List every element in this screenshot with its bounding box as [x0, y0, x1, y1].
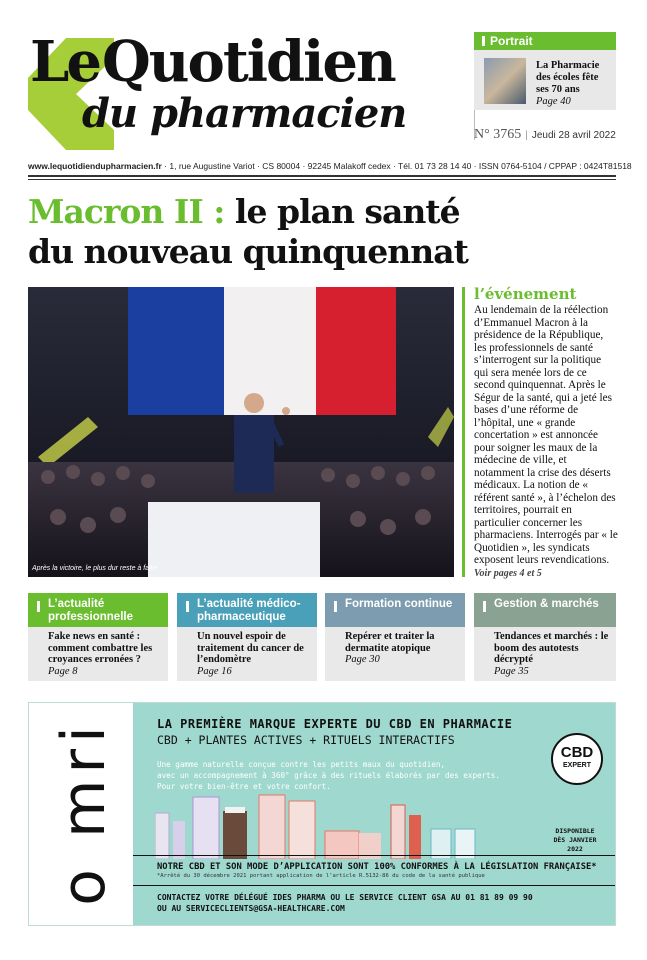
- advertisement[interactable]: [28, 702, 616, 926]
- headline-part-1: le plan santé: [224, 192, 460, 231]
- ad-desc-line-1: Une gamme naturelle conçue contre les petits maux du quotidien,: [157, 760, 446, 769]
- ad-brand-panel: [29, 703, 133, 925]
- header-rule-thin: [28, 179, 616, 180]
- event-accent-bar: [462, 287, 465, 577]
- rubric-title: Formation continue: [345, 598, 453, 610]
- ad-divider-2: [133, 885, 615, 886]
- rubric-page-ref: Page 35: [494, 665, 529, 677]
- marker-bar-icon: [482, 36, 485, 46]
- headline-highlight: Macron II :: [28, 192, 225, 231]
- rubric-header: [177, 593, 317, 627]
- ad-legal-notice: NOTRE CBD ET SON MODE D’APPLICATION SONT 100% CONFORMES À LA LÉGISLATION FRANÇAISE*: [157, 862, 597, 872]
- ad-dispo-2: DÈS JANVIER: [553, 836, 597, 844]
- event-page-ref[interactable]: Voir pages 4 et 5: [474, 568, 542, 579]
- rubric-text: Un nouvel espoir de traitement du cancer de l’endomètre: [197, 631, 304, 665]
- rubric-body: [177, 627, 317, 677]
- rubric-body: [325, 627, 465, 666]
- rubric-text: Fake news en santé : comment combattre les croyances erronées ?: [48, 631, 153, 665]
- marker-bar-icon: [37, 601, 40, 612]
- ad-contact: [157, 892, 533, 914]
- rubric-title: L’actualité médico-pharmaceutique: [197, 598, 301, 623]
- ad-description: [157, 759, 537, 792]
- portrait-title: La Pharmacie des écoles fête ses 70 ans: [536, 60, 600, 95]
- address-details: · 1, rue Augustine Variot · CS 80004 · 92245 Malakoff cedex · Tél. 01 73 28 14 40 · ISSN 0764-5104 / CPPAP : 0424T81518: [161, 161, 632, 171]
- rubric-header: [28, 593, 168, 627]
- event-body: Au lendemain de la réélection d’Emmanuel Macron à la présidence de la République, les professionnels de santé s’interrogent sur la politique qui sera menée lors de ce second quinquennat. Après le Ségur de la santé, qui a jeté les bases d’une réforme de l’hôpital, une « grande concertation » est annoncée pour soigner les maux de la médecine de ville, et notamment la crise des déserts médicaux. La notion de « référent santé », à l’échelon des territoires, pourrait en particulier concerner les pharmaciens. Interrogés par « le Quotidien », les syndicats exposent leurs revendications.: [474, 304, 618, 566]
- rubric-text: Tendances et marchés : le boom des autotests décrypté: [494, 631, 609, 665]
- marker-bar-icon: [334, 601, 337, 612]
- newspaper-logo[interactable]: [28, 29, 458, 160]
- ad-subline: CBD + PLANTES ACTIVES + RITUELS INTERACTIFS: [157, 733, 455, 747]
- main-headline[interactable]: [28, 192, 618, 272]
- rubric-body: [28, 627, 168, 677]
- website-link[interactable]: www.lequotidiendupharmacien.fr: [28, 161, 162, 171]
- rubric-page-ref: Page 8: [48, 665, 78, 677]
- rubric-header: [474, 593, 616, 627]
- rubric-header: [325, 593, 465, 627]
- rubric-title: Gestion & marchés: [494, 598, 599, 610]
- portrait-teaser[interactable]: [474, 32, 616, 110]
- portrait-page-ref: Page 40: [536, 96, 571, 107]
- badge-expert: EXPERT: [562, 762, 591, 769]
- ad-availability: [547, 827, 603, 854]
- rubric-text: Repérer et traiter la dermatite atopique: [345, 631, 435, 654]
- ad-contact-email[interactable]: OU AU SERVICECLIENTS@GSA-HEALTHCARE.COM: [157, 904, 345, 913]
- headline-part-2: du nouveau quinquennat: [28, 232, 468, 271]
- rubric-management-markets[interactable]: [474, 593, 616, 681]
- ad-brand-logo: o mri: [49, 720, 119, 906]
- marker-bar-icon: [186, 601, 189, 612]
- address-line: [28, 161, 632, 171]
- ad-divider: [133, 855, 615, 856]
- ad-desc-line-3: Pour votre bien-être et votre confort.: [157, 782, 331, 791]
- portrait-header: [474, 32, 616, 50]
- issue-date: Jeudi 28 avril 2022: [531, 130, 616, 141]
- ad-product-lineup: [155, 793, 495, 859]
- ad-contact-line-1: CONTACTEZ VOTRE DÉLÉGUÉ IDES PHARMA OU LE SERVICE CLIENT GSA AU 01 81 89 09 90: [157, 893, 533, 902]
- rubric-title: L’actualité professionnelle: [48, 598, 133, 623]
- rubric-page-ref: Page 30: [345, 654, 380, 665]
- ad-desc-line-2: avec un accompagnement à 360° grâce à des rituels élaborés par des experts.: [157, 771, 500, 780]
- event-title: l’événement: [474, 285, 577, 303]
- issue-separator: |: [525, 130, 528, 141]
- rubric-professional-news[interactable]: [28, 593, 168, 681]
- logo-subtitle: du pharmacien: [82, 90, 407, 137]
- rubric-body: [474, 627, 616, 677]
- lead-photo-illustration: [28, 287, 454, 577]
- ad-legal-footnote: *Arrêté du 30 décembre 2021 portant application de l’article R.5132-86 du code de la santé publique: [157, 873, 485, 879]
- portrait-photo: [484, 58, 526, 104]
- lead-photo: [28, 287, 454, 577]
- ad-dispo-3: 2022: [567, 845, 583, 853]
- issue-number: N° 3765: [474, 127, 522, 142]
- rubric-medico-pharma-news[interactable]: [177, 593, 317, 681]
- logo-le: Le: [30, 29, 100, 95]
- cbd-expert-badge: [551, 733, 603, 785]
- badge-cbd: CBD: [560, 744, 594, 761]
- photo-caption: Après la victoire, le plus dur reste à faire: [32, 565, 157, 572]
- header-rule: [28, 175, 616, 177]
- logo-quotidien: Quotidien: [102, 29, 395, 95]
- portrait-text: [536, 60, 612, 108]
- rubric-continuing-education[interactable]: [325, 593, 465, 681]
- marker-bar-icon: [483, 601, 486, 612]
- ad-headline: LA PREMIÈRE MARQUE EXPERTE DU CBD EN PHARMACIE: [157, 717, 513, 731]
- ad-dispo-1: DISPONIBLE: [555, 827, 595, 835]
- rubric-page-ref: Page 16: [197, 665, 232, 677]
- issue-info: [474, 127, 616, 143]
- portrait-label: Portrait: [490, 34, 533, 48]
